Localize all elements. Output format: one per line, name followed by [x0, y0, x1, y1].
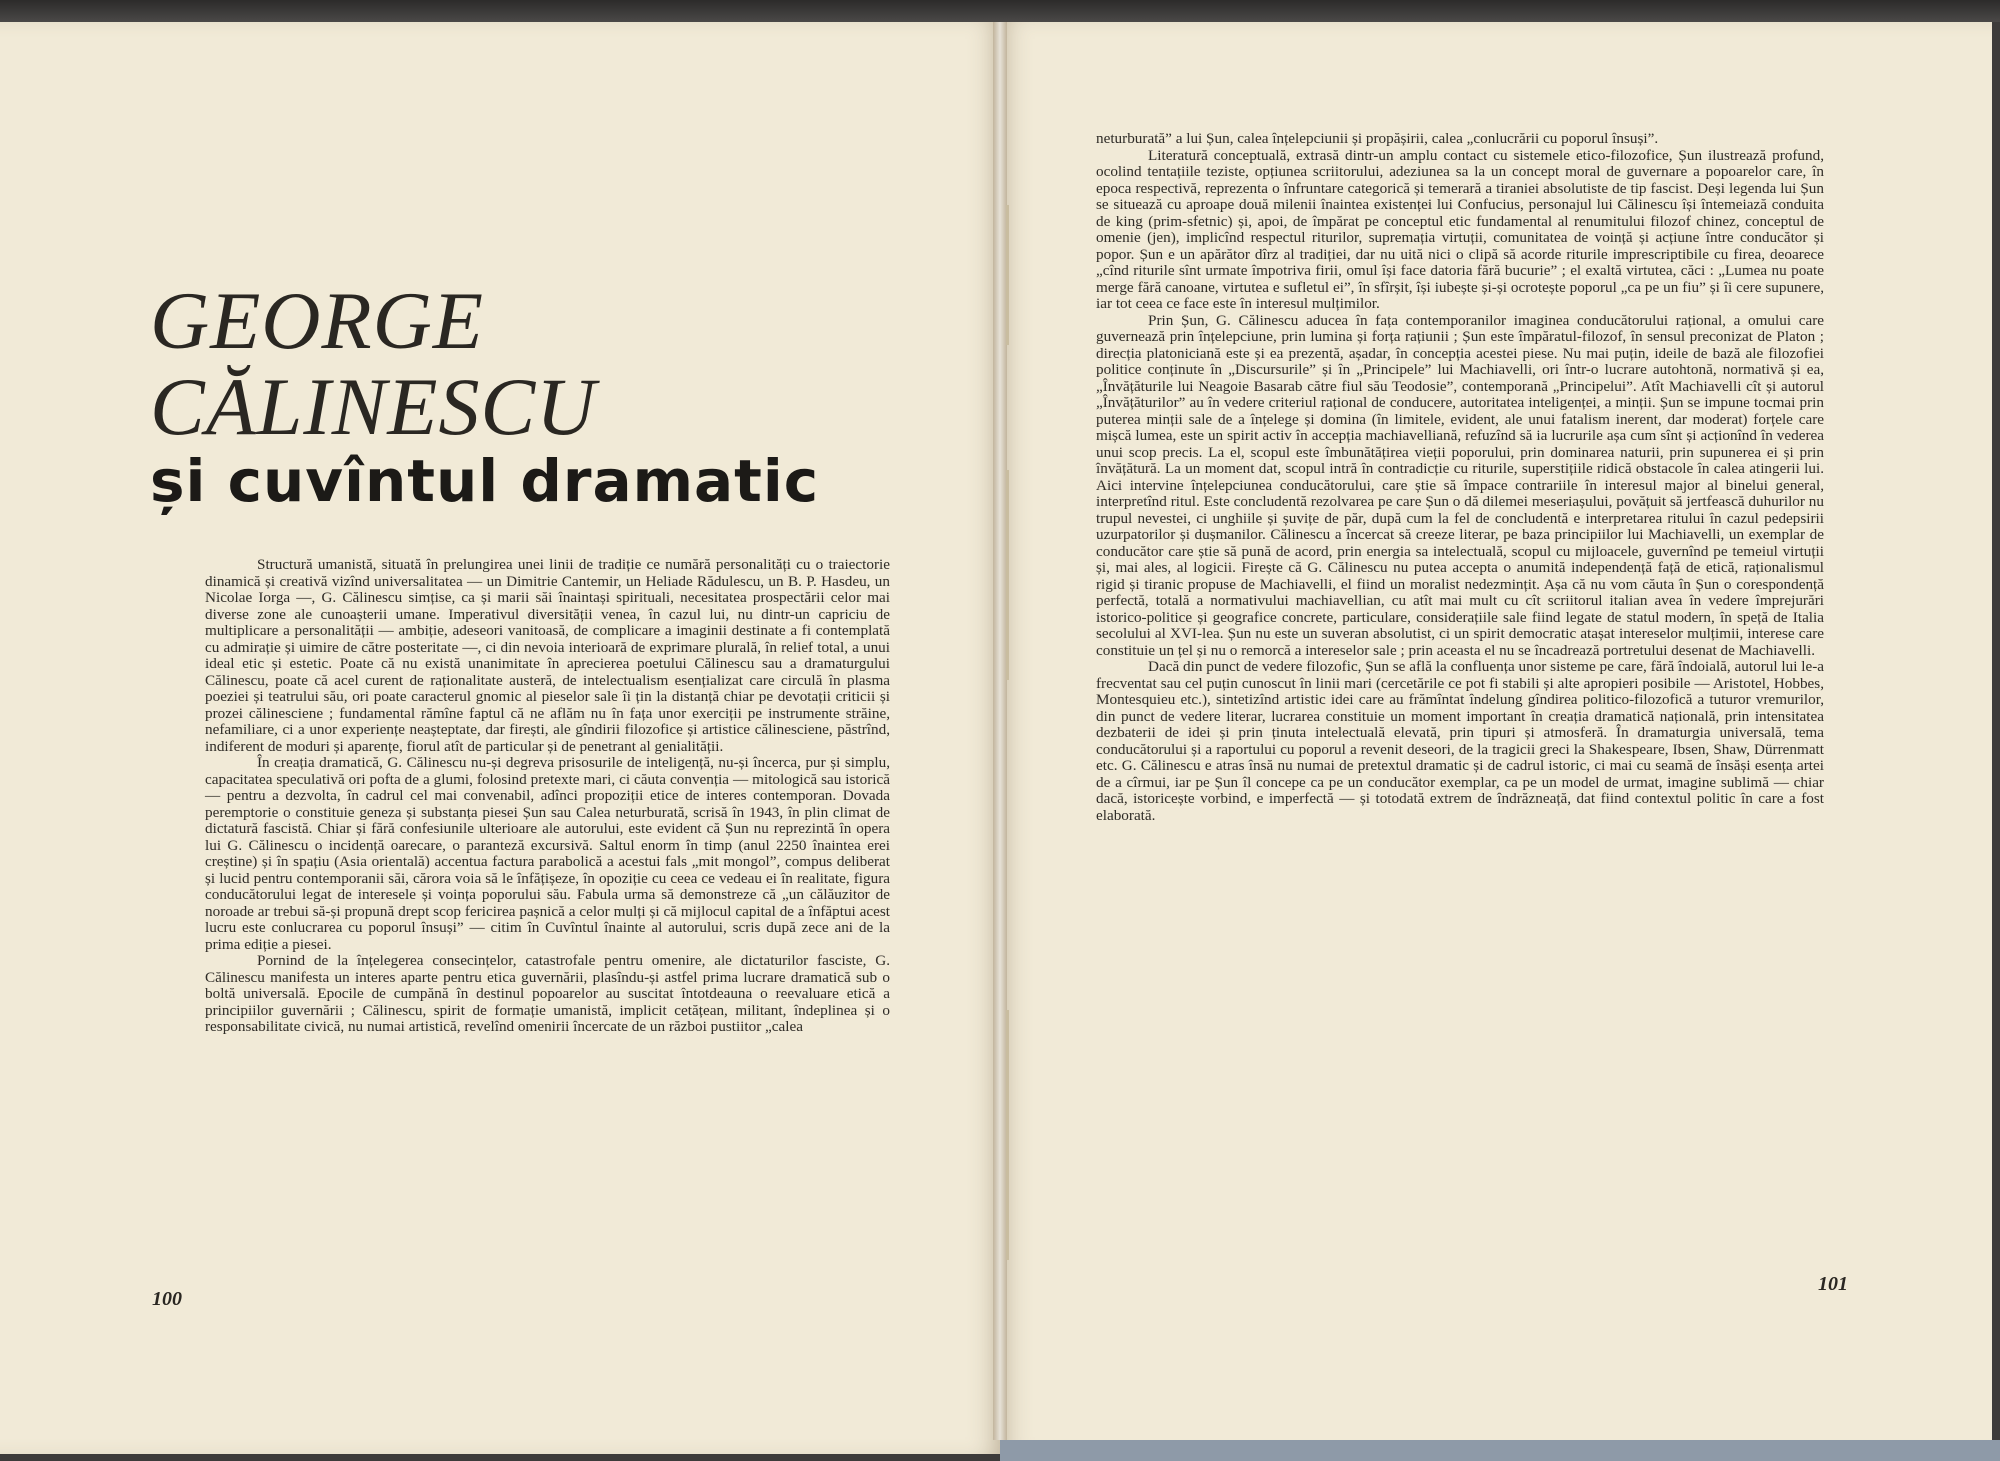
- article-title: [150, 275, 850, 452]
- paragraph: Structură umanistă, situată în prelungirea unei linii de tradiție ce numără personalități cu o traiectorie dinamică și creativă vizînd universalitatea — un Dimitrie Cantemir, un Heliade Rădulescu, un B. P. Hasdeu, un Nicolae Iorga —, G. Călinescu simțise, ca și marii săi înaintași spirituali, necesitatea prospectării celor mai diverse zone ale cunoașterii umane. Imperativul diversității venea, în cazul lui, nu dintr-un capriciu de multiplicare a personalității — ambiție, adeseori vanitoasă, de complicare a imaginii destinate a fi contemplată cu admirație și uimire de către posteritate —, ci din nevoia interioară de exprimare plurală, în relief total, a unui ideal etic și estetic. Poate că nu există unanimitate în aprecierea poetului Călinescu sau a dramaturgului Călinescu, poate că acel curent de raționalitate austeră, de intelectualism esențializat care circulă în plasma poeziei și teatrului său, ori poate caracterul gnomic al pieselor sale îi țin la distanță chiar pe devotații criticii și prozei călinesciene ; fundamental rămîne faptul că ne aflăm nu în fața unor exerciții pe instrumente străine, nefamiliare, ci a unor experiențe neașteptate, dar firești, ale gîndirii filozofice și artistice călinesciene, păstrînd, indiferent de moduri și aparențe, fiorul atît de particular și de penetrant al genialității.: [205, 556, 890, 755]
- left-column-text: [205, 557, 890, 1036]
- article-subtitle: și cuvîntul dramatic: [150, 447, 820, 515]
- title-line-1: GEORGE: [150, 275, 484, 366]
- margin-mark: [1006, 470, 1009, 680]
- right-column-text: [1096, 131, 1824, 824]
- paragraph: Literatură conceptuală, extrasă dintr-un amplu contact cu sistemele etico-filozofice, Șun ilustrează profund, ocolind tentațiile teziste, opțiunea scriitorului, adeziunea sa la un concept moral de guvernare a popoarelor care, în epoca respectivă, reprezenta o înfruntare categorică și temerară a tiraniei absolutiste de tip fascist. Deși legenda lui Șun se situează cu aproape două milenii înaintea existenței lui Confucius, personajul lui Călinescu își întemeiază conduita de king (prim-sfetnic) și, apoi, de împărat pe conceptul etic fundamental al renumitului filozof chinez, conceptul de omenie (jen), implicînd respectul riturilor, supremația virtuții, comunitatea de voință și acțiune între conducător și popor. Șun e un apărător dîrz al tradiției, dar nu uită nici o clipă să acorde riturile imprescriptibile cu firea, deoarece „cînd riturile sînt urmate împotriva firii, omul își face datoria fără bucurie” ; el exaltă virtutea, căci : „Lumea nu poate merge fără canoane, virtutea e sufletul ei”, în sfîrșit, își iubește și-și ocrotește poporul „ca pe un fiu” și îi cere supunere, iar tot ceea ce face este în interesul mulțimilor.: [1096, 146, 1824, 312]
- cover-edge: [1000, 1440, 2000, 1461]
- paragraph: Prin Șun, G. Călinescu aducea în fața contemporanilor imaginea conducătorului rațional, a omului care guvernează prin înțelepciune, prin lumina și forța rațiunii ; Șun este împăratul-filozof, în sensul preconizat de Platon ; direcția platoniciană este și ea prezentă, așadar, în concepția acestei piese. Nu mai puțin, ideile de bază ale filozofiei politice conținute în „Discursurile” și în „Principele” lui Machiavelli, ori într-o lucrare autohtonă, normativă și ea, „Învățăturile lui Neagoie Basarab către fiul său Teodosie”, contemporană „Principelui”. Atît Machiavelli cît și autorul „Învățăturilor” au în vedere criteriul rațional de conducere, autoritatea inteligenței, a minții. Șun se impune tocmai prin puterea minții sale de a înțelege și domina (în limitele, evident, ale unui fatalism inerent, dar moderat) forțele care mișcă lumea, este un spirit activ în accepția machiavelliană, refuzînd să ia lucrurile așa cum sînt și acționînd în vederea unui scop precis. La el, scopul este îmbunătățirea vieții poporului, prin dominarea naturii, prin supunerea ei și prin învățătură. La un moment dat, scopul intră în contradicție cu riturile, superstițiile ridică obstacole în calea atingerii lui. Aici intervine înțelepciunea conducătorului, care știe să împace contrariile în interesul major al binelui general, interpretînd ritul. Este concludentă rezolvarea pe care Șun o dă dilemei meseriașului, povățuit să jertfească duhurilor nu trupul nevestei, ci unghiile și șuvițe de păr, după cum la fel de concludentă e interpretarea ritului în cazul pedepsirii uzurpatorilor și dușmanilor. Călinescu a încercat să creeze literar, pe baza principiilor lui Machiavelli, un exemplar de conducător care știe să pună de acord, prin energia sa intelectuală, scopul cu mijloacele, guvernînd pe temeiul virtuții și, mai ales, al logicii. Firește că G. Călinescu nu putea accepta o anumită independență față de etică, raționalismul rigid și tiranic propuse de Machiavelli, el fiind un moralist nedezmințit. Așa că nu vom căuta în Șun o corespondență perfectă, totală a normativului machiavellian, cu atît mai mult cu cît scriitorul italian avea în vedere împrejurări istorico-politice și geografice concrete, particulare, considerațiile sale fiind legate de statul modern, în speță de Italia secolului al XVI-lea. Șun nu este un suveran absolutist, ci un spirit democratic atașat intereselor mulțimii, interese care constituie un țel și nu o remorcă a intereselor sale ; prin aceasta el nu se încadrează portretului desenat de Machiavelli.: [1096, 311, 1824, 659]
- book-spine: [993, 22, 1007, 1440]
- margin-mark: [1006, 1010, 1009, 1260]
- title-line-2: CĂLINESCU: [150, 361, 597, 452]
- margin-mark: [1006, 205, 1009, 345]
- paragraph: Dacă din punct de vedere filozofic, Șun se află la confluența unor sisteme pe care, fără îndoială, autorul lui le-a frecventat sau cel puțin cunoscut în linii mari (cercetările ce pot fi stabili și alte apropieri posibile — Aristotel, Hobbes, Montesquieu etc.), sintetizînd artistic idei care au frămîntat îndelung gîndirea politico-filozofică a tuturor vremurilor, din punct de vedere literar, lucrarea constituie un moment important în creația dramatică națională, prin intensitatea dezbaterii de idei și prin ținuta intelectuală elevată, prin tipuri și atmosferă. În dramaturgia universală, tema conducătorului și a raportului cu poporul a revenit deseori, de la tragicii greci la Shakespeare, Ibsen, Shaw, Dürrenmatt etc. G. Călinescu e atras însă nu numai de pretextul dramatic și de cadrul istoric, ci mai cu seamă de însăși esența artei de a cîrmui, iar pe Șun îl concepe ca pe un conducător exemplar, ca pe un model de urmat, imagine sublimă — chiar dacă, istoricește vorbind, e imperfectă — și totodată extrem de îndrăzneață, dat fiind contextul politic în care a fost elaborată.: [1096, 658, 1824, 824]
- paragraph: În creația dramatică, G. Călinescu nu-și degreva prisosurile de inteligență, nu-și încerca, pur și simplu, capacitatea speculativă ori pofta de a glumi, folosind pretexte mari, ci căuta convenția — mitologică sau istorică — pentru a dezvolta, în cadrul cel mai convenabil, adînci propoziții etice de interes contemporan. Dovada peremptorie o constituie geneza și substanța piesei Șun sau Calea neturburată, scrisă în 1943, în plin climat de dictatură fascistă. Chiar și fără confesiunile ulterioare ale autorului, este evident că Șun nu reprezintă în opera lui G. Călinescu o incidență oarecare, o paranteză excursivă. Saltul enorm în timp (anul 2250 înaintea erei creștine) și în spațiu (Asia orientală) accentua factura parabolică a acestui fals „mit mongol”, compus deliberat și lucid pentru contemporanii săi, cărora voia să le înfățișeze, în opoziție cu ceea ce vedeau ei în realitate, figura conducătorului legat de interesele și voința poporului său. Fabula urma să demonstreze că „un călăuzitor de noroade ar trebui să-și propună drept scop fericirea pașnică a celor mulți și că mijlocul capital de a înfăptui acest lucru este conlucrarea cu poporul însuși” — citim în Cuvîntul înainte al autorului, scris după zece ani de la prima ediție a piesei.: [205, 754, 890, 953]
- top-strip: [0, 0, 2000, 22]
- page-number-right: 101: [1818, 1273, 1848, 1295]
- paragraph: Pornind de la înțelegerea consecințelor, catastrofale pentru omenire, ale dictaturilor fasciste, G. Călinescu manifesta un interes aparte pentru etica guvernării, plasîndu-și astfel prima lucrare dramatică sub o boltă universală. Epocile de cumpănă în destinul popoarelor au suscitat întotdeauna o reevaluare etică a principiilor guvernării ; Călinescu, spirit de formație umanistă, implicit cetățean, militant, îndeplinea și o responsabilitate civică, nu numai artistică, revelînd omenirii încercate de un război pustiitor „calea: [205, 952, 890, 1035]
- page-number-left: 100: [152, 1288, 182, 1310]
- paragraph: neturburată” a lui Șun, calea înțelepciunii și propășirii, calea „conlucrării cu poporul însuși”.: [1096, 130, 1659, 147]
